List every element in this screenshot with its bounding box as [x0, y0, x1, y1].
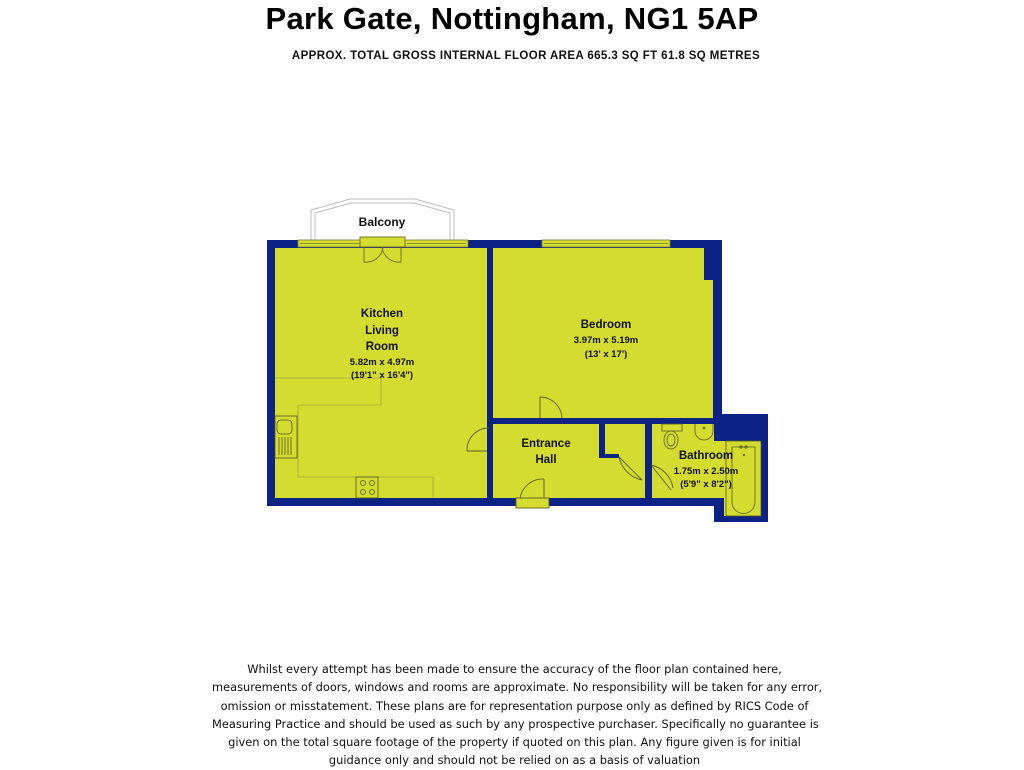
- page-title: Park Gate, Nottingham, NG1 5AP: [265, 1, 759, 36]
- disclaimer-line: guidance only and should not be relied on as a basis of valuation: [328, 753, 701, 768]
- svg-text:Bedroom: Bedroom: [580, 319, 632, 331]
- svg-text:(13' x 17'): (13' x 17'): [584, 349, 628, 360]
- svg-text:Hall: Hall: [535, 454, 557, 466]
- svg-text:Living: Living: [365, 325, 399, 337]
- cupboard-floor: [605, 424, 645, 457]
- svg-text:(5'9" x 8'2"): (5'9" x 8'2"): [680, 479, 732, 490]
- disclaimer-line: given on the total square footage of the property if quoted on this plan. Any figure given is for initial: [228, 735, 801, 750]
- bedroom-floor: [493, 248, 713, 418]
- svg-text:(19'1" x 16'4"): (19'1" x 16'4"): [350, 370, 414, 381]
- svg-text:1.75m x 2.50m: 1.75m x 2.50m: [673, 466, 739, 477]
- disclaimer-line: Whilst every attempt has been made to ensure the accuracy of the floor plan contained here,: [247, 662, 782, 676]
- disclaimer-line: omission or misstatement. These plans are for representation purpose only as defined by RICS Code of: [220, 698, 809, 713]
- disclaimer-line: measurements of doors, windows and rooms are approximate. No responsibility will be taken for any error,: [212, 680, 823, 695]
- svg-text:Room: Room: [365, 341, 399, 353]
- svg-text:5.82m x 4.97m: 5.82m x 4.97m: [349, 357, 415, 368]
- svg-text:3.97m x 5.19m: 3.97m x 5.19m: [573, 335, 639, 346]
- disclaimer-line: Measuring Practice and should be used as such by any prospective purchaser. Specifically no guarantee is: [212, 716, 819, 731]
- svg-text:Kitchen: Kitchen: [360, 308, 404, 320]
- bathroom-label: [674, 450, 738, 490]
- svg-text:Bathroom: Bathroom: [678, 450, 734, 462]
- floor-area-subtitle: APPROX. TOTAL GROSS INTERNAL FLOOR AREA 665.3 SQ FT 61.8 SQ METRES: [291, 50, 761, 62]
- balcony-label: Balcony: [358, 215, 406, 229]
- disclaimer: [212, 660, 823, 770]
- svg-text:Entrance: Entrance: [521, 438, 571, 450]
